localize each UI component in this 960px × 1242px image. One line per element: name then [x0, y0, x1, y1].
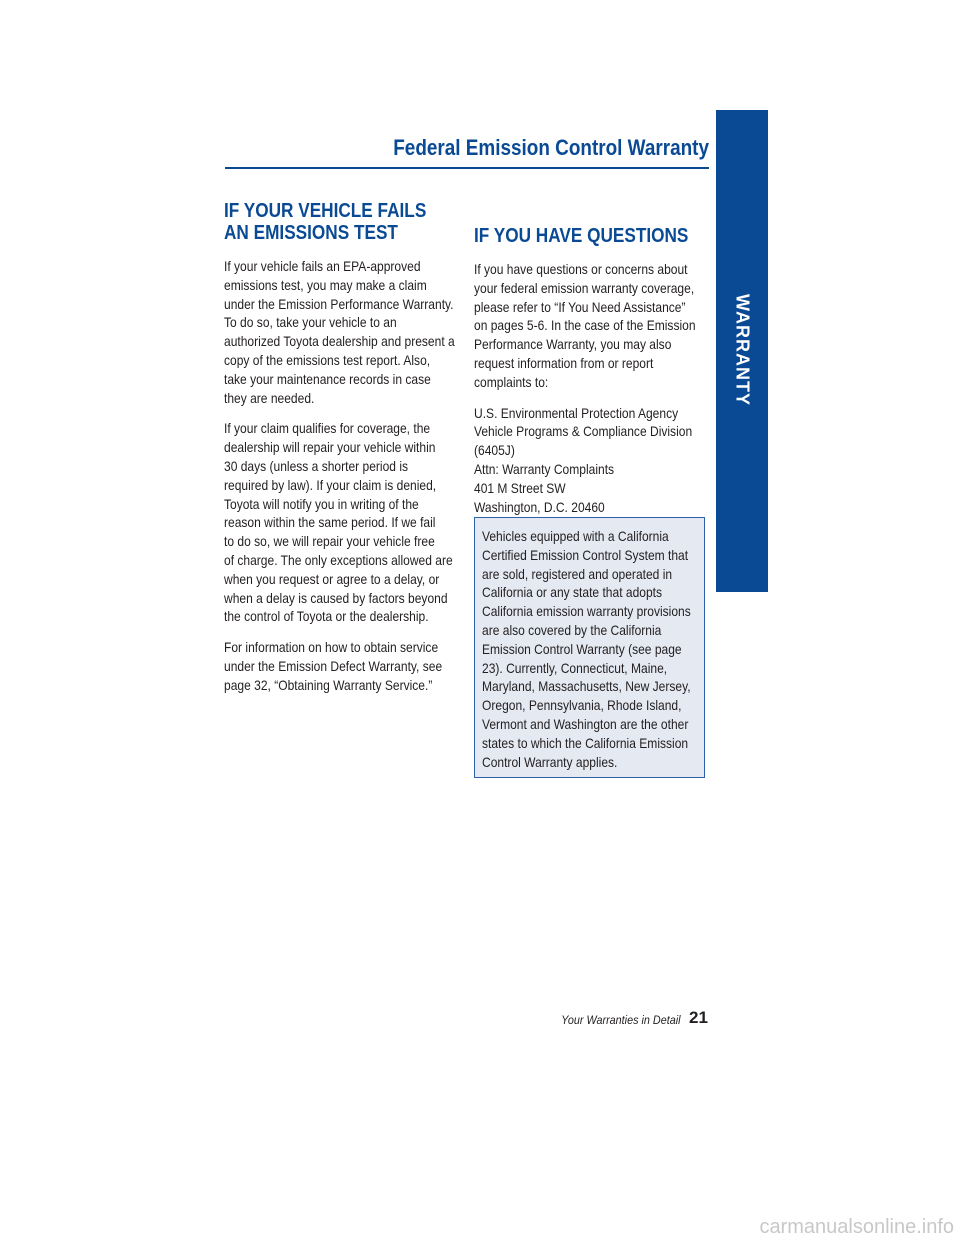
left-column: [224, 200, 460, 695]
side-tab-label: WARRANTY: [732, 294, 753, 406]
paragraph-questions: If you have questions or concerns about your federal emission warranty coverage, please refer to “If You Need Assistance” on pages 5-6. In the case of the Emission Performance Warranty, you may also request information from or report complaints to:: [474, 261, 696, 390]
watermark: carmanualsonline.info: [759, 1216, 954, 1238]
paragraph-emissions-claim: If your vehicle fails an EPA-approved emissions test, you may make a claim under the Emission Performance Warranty. To do so, take your vehicle to an authorized Toyota dealership and present a copy of the emissions test report. Also, take your maintenance records in case they are needed.: [224, 258, 455, 406]
footer-section-label: Your Warranties in Detail: [561, 1013, 681, 1027]
title-divider: [225, 167, 709, 169]
page-number: 21: [689, 1008, 708, 1027]
section-heading-questions: IF YOU HAVE QUESTIONS: [474, 225, 689, 247]
paragraph-claim-coverage: If your claim qualifies for coverage, the dealership will repair your vehicle within 30 days (unless a shorter period is required by law). If your claim is denied, Toyota will notify you in writing of the reason within the same period. If we fail to do so, we will repair your vehicle free of charge. The only exceptions allowed are when you request or agree to a delay, or when a delay is caused by factors beyond the control of Toyota or the dealership.: [224, 420, 453, 625]
california-warranty-callout: [474, 517, 705, 778]
page-title: Federal Emission Control Warranty: [393, 135, 709, 160]
epa-address: U.S. Environmental Protection Agency Vehicle Programs & Compliance Division (6405J) Attn: Warranty Complaints 401 M Street SW Washington, D.C. 20460: [474, 404, 693, 515]
right-column: [474, 200, 708, 516]
callout-text: Vehicles equipped with a California Certified Emission Control System that are sold, registered and operated in California or any state that adopts California emission warranty provisions are also covered by the California Emission Control Warranty (see page 23). Currently, Connecticut, Maine, Maryland, Massachusetts, New Jersey, Oregon, Pennsylvania, Rhode Island, Vermont and Washington are the other states to which the California Emission Control Warranty applies.: [482, 528, 691, 770]
section-heading-emissions-test: IF YOUR VEHICLE FAILS AN EMISSIONS TEST: [224, 200, 427, 244]
paragraph-obtain-service: For information on how to obtain service under the Emission Defect Warranty, see page 32, “Obtaining Warranty Service.”: [224, 639, 443, 693]
